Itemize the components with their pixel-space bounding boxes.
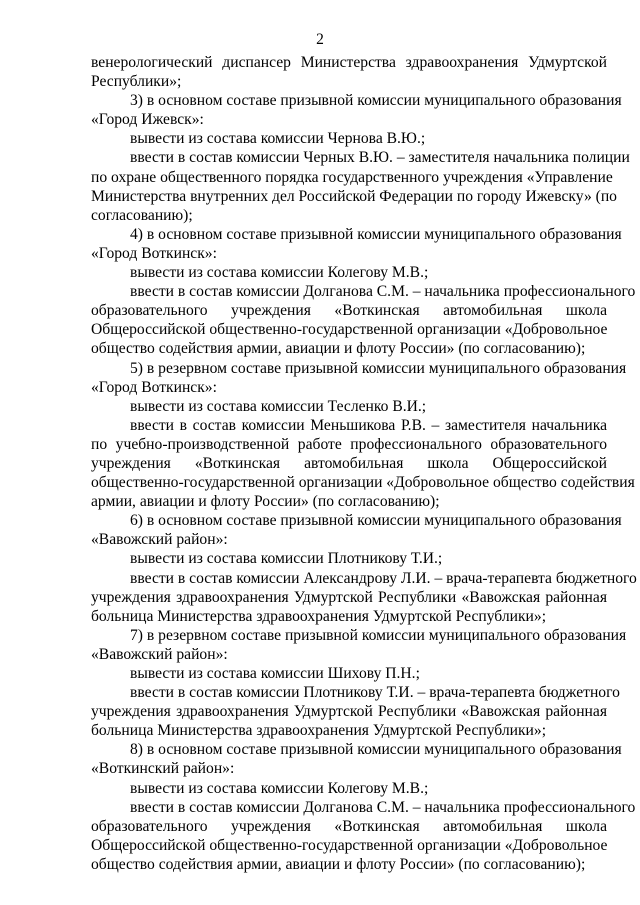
text-line: общество содействия армии, авиации и флоту России» (по согласованию); xyxy=(91,340,586,358)
text-line: учреждения здравоохранения Удмуртской Республики «Вавожская районная xyxy=(91,703,607,721)
text-line: армии, авиации и флоту России» (по согласованию); xyxy=(91,493,440,511)
text-line: согласованию); xyxy=(91,206,193,224)
text-line: Общероссийской общественно-государственной организации «Добровольное xyxy=(91,836,608,854)
text-line: «Воткинский район»: xyxy=(91,760,235,778)
text-line: вывести из состава комиссии Шихову П.Н.; xyxy=(130,665,420,682)
text-line: вывести из состава комиссии Плотникову Т.И.; xyxy=(130,550,443,568)
text-line: общество содействия армии, авиации и флоту России» (по согласованию); xyxy=(91,855,586,873)
text-line: учреждения здравоохранения Удмуртской Республики «Вавожская районная xyxy=(91,588,607,606)
text-line: 4) в основном составе призывной комиссии муниципального образования xyxy=(130,225,622,243)
text-line: ввести в состав комиссии Меньшикова Р.В. – заместителя начальника xyxy=(130,416,607,434)
text-line: общественно-государственной организации «Добровольное общество содействия xyxy=(91,474,635,492)
text-line: по охране общественного порядка государственного учреждения «Управление xyxy=(91,168,613,186)
text-line: «Город Воткинск»: xyxy=(91,378,217,396)
text-line: 7) в резервном составе призывной комиссии муниципального образования xyxy=(130,626,627,644)
text-line: «Город Ижевск»: xyxy=(91,111,204,129)
text-line: Министерства внутренних дел Российской Федерации по городу Ижевску» (по xyxy=(91,187,617,205)
text-line: 5) в резервном составе призывной комиссии муниципального образования xyxy=(130,359,627,377)
text-line: по учебно-производственной работе профессионального образовательного xyxy=(91,435,607,453)
text-line: вывести из состава комиссии Колегову М.В.; xyxy=(130,779,429,797)
text-line: 6) в основном составе призывной комиссии муниципального образования xyxy=(130,512,622,530)
text-line: «Вавожский район»: xyxy=(91,531,228,549)
text-line: ввести в состав комиссии Александрову Л.И. – врача-терапевта бюджетного xyxy=(130,569,637,587)
text-line: «Вавожский район»: xyxy=(91,645,228,663)
page-number: 2 xyxy=(316,31,324,48)
text-line: ввести в состав комиссии Плотникову Т.И. – врача-терапевта бюджетного xyxy=(130,684,620,702)
text-line: больница Министерства здравоохранения Удмуртской Республики»; xyxy=(91,722,547,740)
text-line: вывести из состава комиссии Чернова В.Ю.; xyxy=(130,130,426,148)
text-line: вывести из состава комиссии Тесленко В.И.; xyxy=(130,397,427,415)
text-line: образовательного учреждения «Воткинская автомобильная школа xyxy=(91,817,607,835)
text-line: Общероссийской общественно-государственной организации «Добровольное xyxy=(91,321,608,339)
text-line: вывести из состава комиссии Колегову М.В.; xyxy=(130,264,429,282)
text-line: ввести в состав комиссии Черных В.Ю. – заместителя начальника полиции xyxy=(130,149,630,167)
text-line: ввести в состав комиссии Долганова С.М. – начальника профессионального xyxy=(130,283,636,301)
text-line: ввести в состав комиссии Долганова С.М. – начальника профессионального xyxy=(130,798,636,816)
text-line: образовательного учреждения «Воткинская автомобильная школа xyxy=(91,302,607,320)
text-line: венерологический диспансер Министерства здравоохранения Удмуртской xyxy=(91,54,607,71)
text-line: больница Министерства здравоохранения Удмуртской Республики»; xyxy=(91,607,547,625)
text-line: 8) в основном составе призывной комиссии муниципального образования xyxy=(130,741,622,759)
text-line: 3) в основном составе призывной комиссии муниципального образования xyxy=(130,92,622,110)
document-body xyxy=(91,53,637,874)
text-line: учреждения «Воткинская автомобильная школа Общероссийской xyxy=(91,454,607,472)
text-line: «Город Воткинск»: xyxy=(91,244,217,262)
text-line: Республики»; xyxy=(91,73,182,91)
